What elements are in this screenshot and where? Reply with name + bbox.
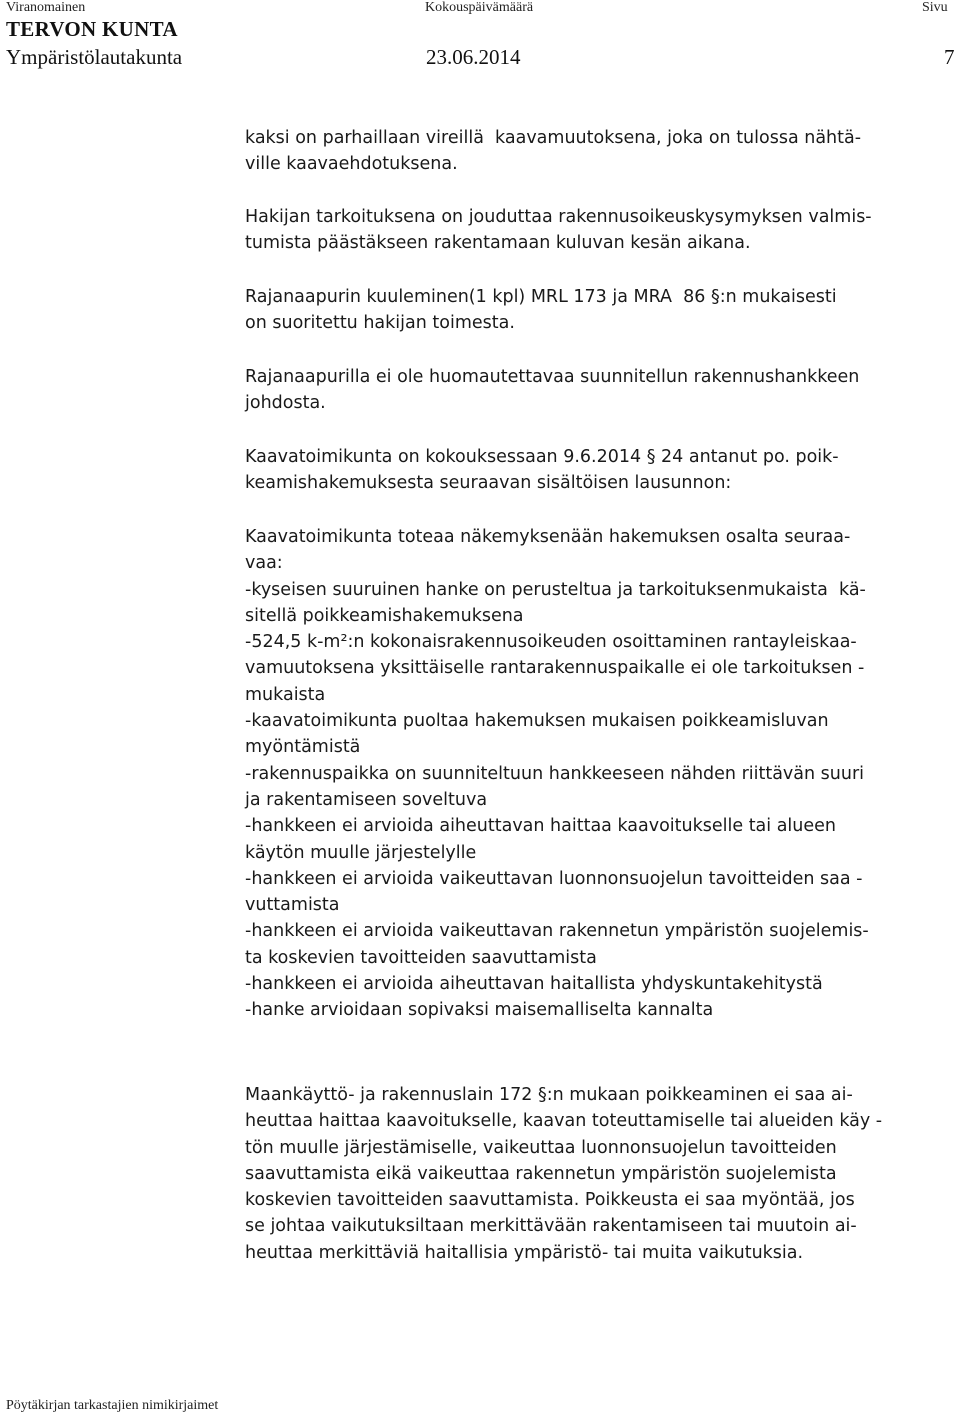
date-label: Kokouspäivämäärä: [425, 0, 534, 15]
text-line: myöntämistä: [245, 737, 361, 758]
text-line: -hankkeen ei arvioida aiheuttavan haittaa kaavoitukselle tai alueen: [245, 816, 837, 837]
text-line: käytön muulle järjestelylle: [245, 842, 477, 863]
text-line: vuttamista: [245, 895, 340, 916]
paragraph-2: [245, 204, 957, 257]
text-line: keamishakemuksesta seuraavan sisältöisen lausunnon:: [245, 473, 732, 494]
text-line: Rajanaapurin kuuleminen(1 kpl) MRL 173 ja MRA 86 §:n mukaisesti: [245, 287, 837, 307]
text-line: mukaista: [245, 684, 326, 705]
paragraph-5: [245, 444, 957, 497]
text-line: -rakennuspaikka on suunniteltuun hankkeeseen nähden riittävän suuri: [245, 763, 865, 784]
text-line: Kaavatoimikunta toteaa näkemyksenään hakemuksen osalta seuraa-: [245, 527, 851, 547]
text-line: sitellä poikkeamishakemuksena: [245, 605, 524, 626]
text-line: koskevien tavoitteiden saavuttamista. Poikkeusta ei saa myöntää, jos: [245, 1190, 855, 1211]
text-line: -hanke arvioidaan sopivaksi maisemalliselta kannalta: [245, 1000, 714, 1021]
committee-name: Ympäristölautakunta: [6, 45, 183, 69]
text-line: Rajanaapurilla ei ole huomautettavaa suunnitellun rakennushankkeen: [245, 367, 860, 387]
text-line: kaksi on parhaillaan vireillä kaavamuutoksena, joka on tulossa nähtä-: [245, 128, 862, 148]
text-line: -524,5 k-m²:n kokonaisrakennusoikeuden osoittaminen rantayleiskaa-: [245, 632, 857, 653]
text-line: ta koskevien tavoitteiden saavuttamista: [245, 947, 597, 968]
text-line: -hankkeen ei arvioida aiheuttavan haitallista yhdyskuntakehitystä: [245, 974, 823, 995]
page-label: Sivu: [922, 0, 948, 15]
text-line: -kaavatoimikunta puoltaa hakemuksen mukaisen poikkeamisluvan: [245, 711, 829, 732]
text-line: -hankkeen ei arvioida vaikeuttavan rakennetun ympäristön suojelemis-: [245, 921, 869, 942]
text-line: tumista päästäkseen rakentamaan kuluvan kesän aikana.: [245, 233, 751, 254]
text-line: Maankäyttö- ja rakennuslain 172 §:n mukaan poikkeaminen ei saa ai-: [245, 1085, 853, 1105]
paragraph-3: [245, 284, 957, 337]
text-line: ja rakentamiseen soveltuva: [245, 789, 488, 810]
text-line: heuttaa haittaa kaavoitukselle, kaavan toteuttamiselle tai alueiden käy -: [245, 1111, 883, 1132]
text-line: heuttaa merkittäviä haitallisia ympäristö- tai muita vaikutuksia.: [245, 1242, 804, 1263]
authority-label: Viranomainen: [6, 0, 86, 15]
signatures-footer: Pöytäkirjan tarkastajien nimikirjaimet: [6, 1398, 219, 1413]
text-line: ville kaavaehdotuksena.: [245, 154, 458, 175]
paragraph-law-reference: [245, 1082, 957, 1266]
paragraph-committee-statement: [245, 524, 957, 1024]
meeting-date: 23.06.2014: [426, 45, 521, 69]
text-line: tön muulle järjestämiselle, vaikeuttaa luonnonsuojelun tavoitteiden: [245, 1137, 837, 1158]
organization-name: TERVON KUNTA: [6, 17, 178, 41]
text-line: Hakijan tarkoituksena on jouduttaa rakennusoikeuskysymyksen valmis-: [245, 207, 872, 227]
text-line: saavuttamista eikä vaikeuttaa rakennetun ympäristön suojelemista: [245, 1163, 837, 1184]
text-line: johdosta.: [245, 393, 326, 414]
page-number: 7: [944, 45, 955, 69]
text-line: vamuutoksena yksittäiselle rantarakennuspaikalle ei ole tarkoituksen -: [245, 658, 865, 679]
paragraph-4: [245, 364, 957, 417]
text-line: vaa:: [245, 553, 283, 574]
paragraph-1: [245, 125, 957, 178]
text-line: Kaavatoimikunta on kokouksessaan 9.6.2014 § 24 antanut po. poik-: [245, 447, 839, 467]
text-line: on suoritettu hakijan toimesta.: [245, 313, 515, 334]
text-line: se johtaa vaikutuksiltaan merkittävään rakentamiseen tai muutoin ai-: [245, 1216, 857, 1237]
text-line: -hankkeen ei arvioida vaikeuttavan luonnonsuojelun tavoitteiden saa -: [245, 868, 863, 889]
text-line: -kyseisen suuruinen hanke on perusteltua ja tarkoituksenmukaista kä-: [245, 579, 866, 600]
